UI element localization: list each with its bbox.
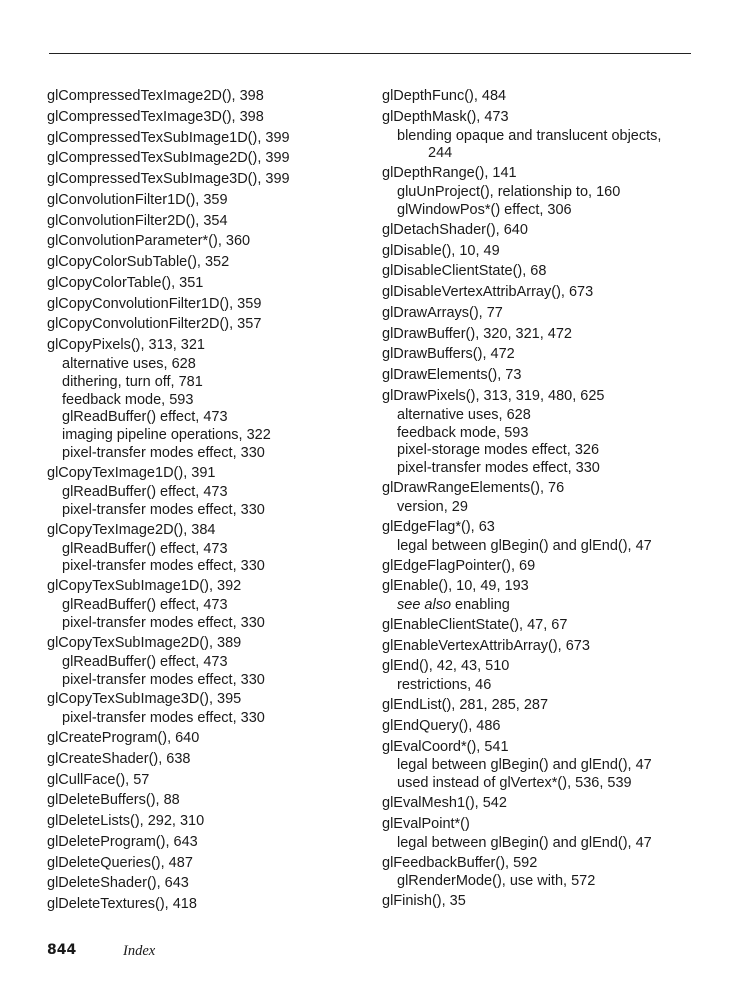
- index-subentry: gluUnProject(), relationship to, 160: [397, 184, 621, 201]
- index-column-left: [47, 86, 357, 915]
- index-entry: glCullFace(), 57: [47, 771, 150, 788]
- index-entry: glCopyTexSubImage3D(), 395: [47, 691, 242, 708]
- index-subentry: pixel-transfer modes effect, 330: [397, 460, 600, 477]
- index-entry: glCompressedTexSubImage2D(), 399: [47, 150, 290, 167]
- index-entry: glDrawElements(), 73: [382, 367, 522, 384]
- index-entry: glEdgeFlagPointer(), 69: [382, 557, 536, 574]
- index-entry: glDrawArrays(), 77: [382, 304, 503, 321]
- index-subentry: imaging pipeline operations, 322: [62, 427, 271, 444]
- index-subentry: pixel-transfer modes effect, 330: [62, 501, 265, 518]
- index-entry: glConvolutionFilter1D(), 359: [47, 191, 228, 208]
- index-entry: glDepthFunc(), 484: [382, 88, 507, 104]
- index-entry: glEnable(), 10, 49, 193: [382, 578, 529, 595]
- index-subentry: glRenderMode(), use with, 572: [397, 873, 596, 890]
- index-entry: glDisable(), 10, 49: [382, 242, 500, 259]
- index-subentry: pixel-transfer modes effect, 330: [62, 558, 265, 575]
- index-entry: glCopyTexSubImage2D(), 389: [47, 634, 242, 651]
- index-subentry: glReadBuffer() effect, 473: [62, 653, 228, 670]
- index-subentry: pixel-transfer modes effect, 330: [62, 614, 265, 631]
- index-entry: glDeleteTextures(), 418: [47, 896, 197, 913]
- index-subentry: legal between glBegin() and glEnd(), 47: [397, 757, 652, 774]
- index-column-right: [382, 86, 702, 912]
- index-entry: glDeleteBuffers(), 88: [47, 792, 180, 809]
- index-subentry: pixel-transfer modes effect, 330: [62, 445, 265, 462]
- index-entry: glCopyConvolutionFilter2D(), 357: [47, 316, 262, 333]
- index-entry: glConvolutionFilter2D(), 354: [47, 212, 228, 229]
- index-entry: glDepthRange(), 141: [382, 165, 517, 182]
- index-entry: glFinish(), 35: [382, 893, 466, 910]
- index-subentry: used instead of glVertex*(), 536, 539: [397, 775, 632, 792]
- index-entry: glDrawPixels(), 313, 319, 480, 625: [382, 387, 605, 404]
- index-entry: glCopyColorTable(), 351: [47, 274, 204, 291]
- index-subentry: blending opaque and translucent objects,: [397, 127, 662, 144]
- index-entry: glCompressedTexImage2D(), 398: [47, 88, 264, 104]
- index-subentry: pixel-transfer modes effect, 330: [62, 710, 265, 727]
- index-entry: glDepthMask(), 473: [382, 108, 509, 125]
- index-subentry: glReadBuffer() effect, 473: [62, 540, 228, 557]
- index-entry: glEdgeFlag*(), 63: [382, 518, 495, 535]
- index-entry: glEnableVertexAttribArray(), 673: [382, 637, 590, 654]
- index-entry: glConvolutionParameter*(), 360: [47, 233, 251, 250]
- index-entry: glEndList(), 281, 285, 287: [382, 697, 549, 714]
- index-entry: glDisableClientState(), 68: [382, 263, 547, 280]
- index-entry: glDisableVertexAttribArray(), 673: [382, 284, 594, 301]
- index-cross-reference: [382, 597, 702, 615]
- index-entry: glDeleteShader(), 643: [47, 875, 189, 892]
- index-subentry: restrictions, 46: [397, 677, 492, 694]
- index-entry: glEnd(), 42, 43, 510: [382, 658, 510, 675]
- index-subentry: feedback mode, 593: [62, 391, 194, 408]
- index-subentry: legal between glBegin() and glEnd(), 47: [397, 537, 652, 554]
- index-subentry-continuation: 244: [428, 145, 453, 162]
- index-subentry: pixel-storage modes effect, 326: [397, 442, 600, 459]
- index-entry: glEvalPoint*(): [382, 815, 470, 832]
- index-entry: glCompressedTexImage3D(), 398: [47, 108, 264, 125]
- index-entry: glCopyTexSubImage1D(), 392: [47, 578, 242, 595]
- index-entry: glCopyPixels(), 313, 321: [47, 337, 205, 353]
- index-entry: glEvalMesh1(), 542: [382, 795, 507, 812]
- index-subentry: feedback mode, 593: [397, 424, 529, 441]
- index-entry: glDrawBuffers(), 472: [382, 346, 515, 363]
- section-name: Index: [123, 943, 156, 959]
- index-subentry: glReadBuffer() effect, 473: [62, 409, 228, 426]
- index-entry: glDeleteProgram(), 643: [47, 833, 198, 850]
- index-subentry: version, 29: [397, 499, 468, 515]
- index-entry: glCopyTexImage2D(), 384: [47, 521, 216, 538]
- index-entry: glFeedbackBuffer(), 592: [382, 854, 538, 871]
- header-rule: [49, 53, 691, 54]
- index-entry: glEvalCoord*(), 541: [382, 738, 509, 755]
- index-subentry: dithering, turn off, 781: [62, 373, 203, 390]
- index-entry: glDetachShader(), 640: [382, 221, 528, 238]
- index-entry: glDeleteLists(), 292, 310: [47, 813, 205, 830]
- page-footer: [47, 942, 156, 959]
- index-entry: glCopyColorSubTable(), 352: [47, 254, 230, 270]
- index-subentry: glReadBuffer() effect, 473: [62, 597, 228, 614]
- index-subentry: alternative uses, 628: [397, 406, 531, 423]
- index-entry: glEndQuery(), 486: [382, 717, 501, 734]
- index-entry: glCopyConvolutionFilter1D(), 359: [47, 295, 262, 312]
- index-entry: glCopyTexImage1D(), 391: [47, 465, 216, 482]
- index-subentry: alternative uses, 628: [62, 355, 196, 372]
- see-also-label: see also: [397, 597, 452, 614]
- index-entry: glCompressedTexSubImage3D(), 399: [47, 171, 290, 187]
- index-entry: glDeleteQueries(), 487: [47, 854, 193, 871]
- index-subentry: glWindowPos*() effect, 306: [397, 201, 572, 218]
- page-number: 844: [47, 942, 77, 958]
- index-entry: glDrawBuffer(), 320, 321, 472: [382, 325, 572, 342]
- index-subentry: glReadBuffer() effect, 473: [62, 483, 228, 500]
- cross-reference-target: enabling: [455, 597, 510, 614]
- index-entry: glCompressedTexSubImage1D(), 399: [47, 129, 290, 146]
- index-entry: glCreateShader(), 638: [47, 750, 191, 767]
- index-entry: glCreateProgram(), 640: [47, 730, 200, 747]
- index-entry: glDrawRangeElements(), 76: [382, 480, 565, 497]
- index-entry: glEnableClientState(), 47, 67: [382, 616, 568, 633]
- index-subentry: pixel-transfer modes effect, 330: [62, 671, 265, 688]
- index-subentry: legal between glBegin() and glEnd(), 47: [397, 834, 652, 851]
